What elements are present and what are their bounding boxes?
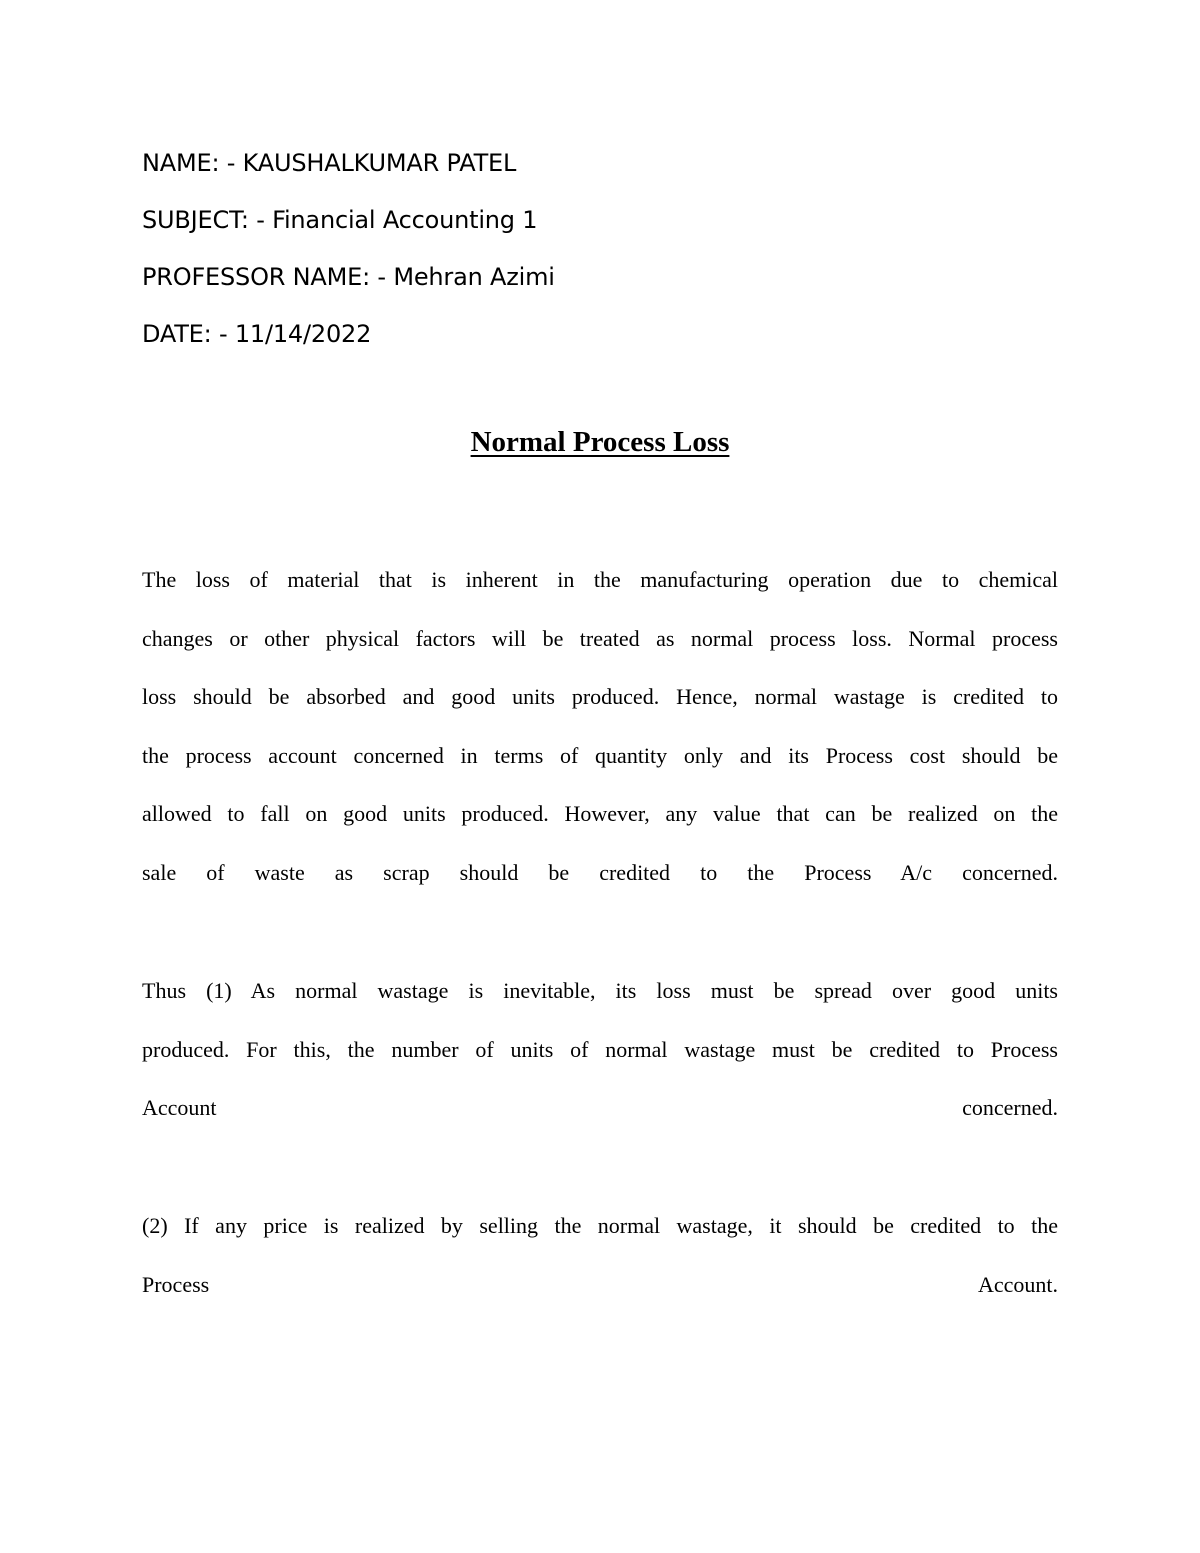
paragraph-last-line: [142, 1079, 1058, 1138]
paragraph-line: Thus (1) As normal wastage is inevitable, its loss must be spread over good units: [142, 978, 1058, 1003]
paragraph-line: sale of waste as scrap should be credited to the Process A/c concerned.: [142, 859, 1058, 885]
professor-line: PROFESSOR NAME: - Mehran Azimi: [142, 263, 555, 291]
paragraph-1: [142, 551, 1058, 903]
subject-line: SUBJECT: - Financial Accounting 1: [142, 206, 538, 234]
paragraph-last-line: [142, 1256, 1058, 1315]
header-block: [142, 144, 1042, 372]
paragraph-line: produced. For this, the number of units of normal wastage must be credited to Process: [142, 1036, 1058, 1062]
paragraph-line: allowed to fall on good units produced. However, any value that can be realized on the: [142, 801, 1058, 827]
paragraph-3: [142, 1197, 1058, 1314]
document-title: [0, 422, 1200, 462]
paragraph-line: loss should be absorbed and good units produced. Hence, normal wastage is credited to: [142, 684, 1058, 710]
paragraph-line: (2) If any price is realized by selling the normal wastage, it should be credited to the: [142, 1213, 1058, 1238]
paragraph-line: The loss of material that is inherent in the manufacturing operation due to chemical: [142, 567, 1058, 592]
student-name: NAME: - KAUSHALKUMAR PATEL: [142, 149, 517, 177]
paragraph-last-line-start: Account: [142, 1095, 217, 1121]
paragraph-2: [142, 962, 1058, 1138]
date-line: DATE: - 11/14/2022: [142, 320, 372, 348]
paragraph-last-line-end: Account.: [977, 1271, 1058, 1297]
paragraph-last-line-end: concerned.: [962, 1095, 1058, 1121]
paragraph-line: changes or other physical factors will be treated as normal process loss. Normal process: [142, 625, 1058, 651]
paragraph-line: the process account concerned in terms of quantity only and its Process cost should be: [142, 742, 1058, 768]
paragraph-last-line-start: Process: [142, 1271, 210, 1297]
document-title-text: Normal Process Loss: [470, 426, 730, 458]
